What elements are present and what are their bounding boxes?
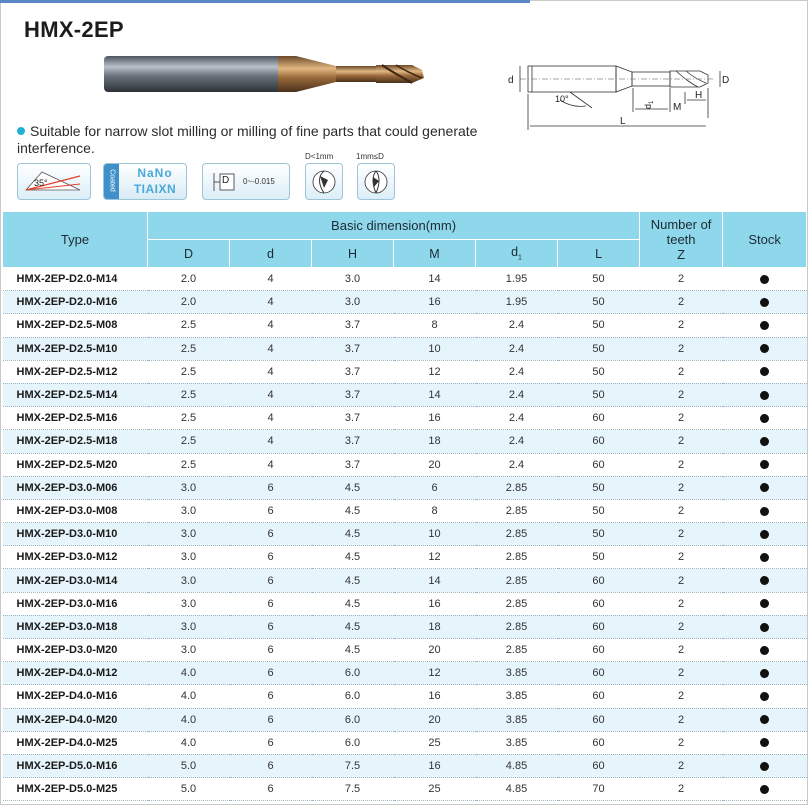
- cell-d: 6: [230, 639, 312, 662]
- small-diameter-caption: D<1mm: [305, 152, 334, 161]
- table-row: [3, 453, 807, 476]
- cell-teeth: 2: [640, 685, 723, 708]
- cell-H: 4.5: [312, 523, 394, 546]
- cell-d: 4: [230, 314, 312, 337]
- cell-stock: [723, 430, 807, 453]
- cell-teeth: 2: [640, 592, 723, 615]
- table-row: [3, 546, 807, 569]
- cell-D: 2.5: [148, 430, 230, 453]
- cell-H: 3.7: [312, 337, 394, 360]
- cell-d: 6: [230, 708, 312, 731]
- cell-type: HMX-2EP-D2.5-M10: [3, 337, 148, 360]
- in-stock-dot-icon: [760, 576, 769, 585]
- cell-teeth: 2: [640, 778, 723, 801]
- table-row: [3, 291, 807, 314]
- drawing-label-H: H: [695, 90, 703, 101]
- cell-stock: [723, 291, 807, 314]
- cell-M: 16: [394, 407, 476, 430]
- cell-H: 3.0: [312, 268, 394, 291]
- table-row: [3, 337, 807, 360]
- in-stock-dot-icon: [760, 483, 769, 492]
- cell-d: 4: [230, 430, 312, 453]
- cell-d1: 2.85: [476, 569, 558, 592]
- in-stock-dot-icon: [760, 414, 769, 423]
- cell-d1: 1.95: [476, 291, 558, 314]
- cell-teeth: 2: [640, 430, 723, 453]
- cell-L: 60: [558, 662, 640, 685]
- cell-teeth: 2: [640, 731, 723, 754]
- cell-L: 70: [558, 778, 640, 801]
- product-description: [17, 123, 502, 157]
- cell-teeth: 2: [640, 314, 723, 337]
- tolerance-value: 0~-0.015: [243, 177, 275, 186]
- cell-d: 6: [230, 754, 312, 777]
- in-stock-dot-icon: [760, 367, 769, 376]
- cell-d: 4: [230, 268, 312, 291]
- cell-stock: [723, 685, 807, 708]
- cell-H: 3.7: [312, 430, 394, 453]
- cell-L: 50: [558, 337, 640, 360]
- specification-table-body: [3, 268, 807, 801]
- large-diameter-endmill-icon: [357, 163, 395, 200]
- cell-L: 50: [558, 523, 640, 546]
- cell-stock: [723, 476, 807, 499]
- cell-H: 3.7: [312, 360, 394, 383]
- cell-d1: 2.4: [476, 453, 558, 476]
- cell-d1: 2.4: [476, 337, 558, 360]
- cell-d: 4: [230, 453, 312, 476]
- cell-type: HMX-2EP-D4.0-M20: [3, 708, 148, 731]
- cell-type: HMX-2EP-D2.5-M12: [3, 360, 148, 383]
- cell-d1: 2.4: [476, 360, 558, 383]
- cell-teeth: 2: [640, 523, 723, 546]
- table-row: [3, 360, 807, 383]
- cell-L: 60: [558, 453, 640, 476]
- cell-stock: [723, 268, 807, 291]
- cell-teeth: 2: [640, 291, 723, 314]
- cell-H: 6.0: [312, 708, 394, 731]
- cell-d: 4: [230, 291, 312, 314]
- header-H: H: [312, 240, 394, 268]
- table-row: [3, 754, 807, 777]
- cell-d1: 3.85: [476, 685, 558, 708]
- table-row: [3, 731, 807, 754]
- cell-D: 2.5: [148, 407, 230, 430]
- cell-teeth: 2: [640, 360, 723, 383]
- cell-H: 3.0: [312, 291, 394, 314]
- header-D: D: [148, 240, 230, 268]
- helix-angle-text: 35°: [34, 178, 48, 188]
- header-d: d: [230, 240, 312, 268]
- cell-D: 3.0: [148, 499, 230, 522]
- top-rule: [0, 0, 530, 3]
- drawing-label-d1: $d_1$: [643, 100, 655, 109]
- cell-type: HMX-2EP-D3.0-M06: [3, 476, 148, 499]
- end-mill-photo: [100, 52, 435, 96]
- cell-D: 2.5: [148, 453, 230, 476]
- cell-D: 2.5: [148, 360, 230, 383]
- cell-d1: 3.85: [476, 662, 558, 685]
- page-title: HMX-2EP: [24, 17, 124, 42]
- cell-M: 14: [394, 268, 476, 291]
- cell-D: 3.0: [148, 569, 230, 592]
- cell-D: 2.5: [148, 314, 230, 337]
- header-basic-dimension: Basic dimension(mm): [148, 212, 640, 240]
- table-row: [3, 778, 807, 801]
- cell-H: 4.5: [312, 569, 394, 592]
- table-row: [3, 430, 807, 453]
- cell-D: 3.0: [148, 546, 230, 569]
- cell-stock: [723, 731, 807, 754]
- cell-M: 16: [394, 592, 476, 615]
- cell-M: 6: [394, 476, 476, 499]
- cell-stock: [723, 383, 807, 406]
- cell-d: 6: [230, 476, 312, 499]
- cell-L: 60: [558, 592, 640, 615]
- cell-d1: 2.85: [476, 639, 558, 662]
- cell-M: 8: [394, 314, 476, 337]
- cell-M: 10: [394, 337, 476, 360]
- cell-d: 6: [230, 546, 312, 569]
- header-type: Type: [3, 212, 148, 268]
- coating-icon: [103, 163, 187, 200]
- cell-M: 20: [394, 453, 476, 476]
- cell-M: 20: [394, 708, 476, 731]
- in-stock-dot-icon: [760, 530, 769, 539]
- cell-D: 4.0: [148, 662, 230, 685]
- cell-type: HMX-2EP-D3.0-M18: [3, 615, 148, 638]
- in-stock-dot-icon: [760, 599, 769, 608]
- header-stock: Stock: [723, 212, 807, 268]
- cell-type: HMX-2EP-D3.0-M20: [3, 639, 148, 662]
- in-stock-dot-icon: [760, 437, 769, 446]
- in-stock-dot-icon: [760, 275, 769, 284]
- cell-d: 6: [230, 615, 312, 638]
- in-stock-dot-icon: [760, 391, 769, 400]
- cell-d: 6: [230, 499, 312, 522]
- table-row: [3, 407, 807, 430]
- drawing-label-D: D: [722, 75, 730, 86]
- cell-d1: 2.85: [476, 546, 558, 569]
- cell-L: 60: [558, 731, 640, 754]
- tolerance-icon: [202, 163, 290, 200]
- table-row: [3, 314, 807, 337]
- cell-L: 50: [558, 314, 640, 337]
- cell-M: 16: [394, 685, 476, 708]
- cell-L: 60: [558, 754, 640, 777]
- cell-d: 6: [230, 662, 312, 685]
- cell-d1: 2.85: [476, 615, 558, 638]
- table-row: [3, 569, 807, 592]
- table-row: [3, 685, 807, 708]
- cell-stock: [723, 754, 807, 777]
- cell-stock: [723, 523, 807, 546]
- cell-type: HMX-2EP-D2.5-M18: [3, 430, 148, 453]
- cell-teeth: 2: [640, 499, 723, 522]
- cell-d1: 2.85: [476, 523, 558, 546]
- large-diameter-caption: 1mm≤D: [356, 152, 384, 161]
- cell-d: 4: [230, 383, 312, 406]
- cell-D: 5.0: [148, 754, 230, 777]
- cell-type: HMX-2EP-D2.0-M16: [3, 291, 148, 314]
- cell-stock: [723, 639, 807, 662]
- cell-type: HMX-2EP-D2.5-M08: [3, 314, 148, 337]
- cell-D: 3.0: [148, 615, 230, 638]
- cell-type: HMX-2EP-D3.0-M12: [3, 546, 148, 569]
- cell-d1: 2.85: [476, 592, 558, 615]
- cell-D: 3.0: [148, 639, 230, 662]
- in-stock-dot-icon: [760, 623, 769, 632]
- cell-H: 3.7: [312, 383, 394, 406]
- cell-d1: 4.85: [476, 754, 558, 777]
- cell-stock: [723, 453, 807, 476]
- in-stock-dot-icon: [760, 321, 769, 330]
- cell-teeth: 2: [640, 407, 723, 430]
- cell-D: 5.0: [148, 778, 230, 801]
- cell-H: 4.5: [312, 476, 394, 499]
- cell-L: 60: [558, 615, 640, 638]
- cell-stock: [723, 546, 807, 569]
- table-row: [3, 383, 807, 406]
- header-number-of-teeth: Number of teeth Z: [640, 212, 723, 268]
- cell-M: 12: [394, 662, 476, 685]
- header-d1: $d_1$: [476, 240, 558, 268]
- table-row: [3, 662, 807, 685]
- cell-stock: [723, 708, 807, 731]
- cell-teeth: 2: [640, 453, 723, 476]
- cell-type: HMX-2EP-D3.0-M10: [3, 523, 148, 546]
- table-row: [3, 499, 807, 522]
- helix-angle-icon: [17, 163, 91, 200]
- in-stock-dot-icon: [760, 738, 769, 747]
- table-row: [3, 708, 807, 731]
- cell-L: 60: [558, 639, 640, 662]
- table-row: [3, 592, 807, 615]
- cell-teeth: 2: [640, 268, 723, 291]
- cell-L: 60: [558, 430, 640, 453]
- cell-stock: [723, 615, 807, 638]
- table-row: [3, 639, 807, 662]
- in-stock-dot-icon: [760, 298, 769, 307]
- cell-stock: [723, 360, 807, 383]
- cell-D: 3.0: [148, 476, 230, 499]
- cell-teeth: 2: [640, 615, 723, 638]
- cell-teeth: 2: [640, 546, 723, 569]
- cell-d1: 2.4: [476, 430, 558, 453]
- cell-d1: 2.85: [476, 476, 558, 499]
- table-row: [3, 523, 807, 546]
- in-stock-dot-icon: [760, 762, 769, 771]
- cell-M: 18: [394, 430, 476, 453]
- in-stock-dot-icon: [760, 460, 769, 469]
- cell-H: 4.5: [312, 639, 394, 662]
- cell-H: 4.5: [312, 592, 394, 615]
- in-stock-dot-icon: [760, 507, 769, 516]
- cell-L: 60: [558, 407, 640, 430]
- cell-d: 4: [230, 407, 312, 430]
- cell-type: HMX-2EP-D3.0-M16: [3, 592, 148, 615]
- in-stock-dot-icon: [760, 785, 769, 794]
- cell-M: 14: [394, 569, 476, 592]
- cell-type: HMX-2EP-D5.0-M25: [3, 778, 148, 801]
- cell-M: 8: [394, 499, 476, 522]
- cell-M: 25: [394, 731, 476, 754]
- cell-type: HMX-2EP-D5.0-M16: [3, 754, 148, 777]
- coating-bottom-label: TIAIXN: [133, 182, 177, 196]
- cell-L: 50: [558, 499, 640, 522]
- cell-stock: [723, 499, 807, 522]
- cell-L: 50: [558, 360, 640, 383]
- drawing-label-d: d: [508, 75, 514, 86]
- cell-D: 4.0: [148, 731, 230, 754]
- coating-top-label: NaNo: [137, 166, 173, 180]
- cell-H: 4.5: [312, 546, 394, 569]
- cell-d1: 2.4: [476, 407, 558, 430]
- in-stock-dot-icon: [760, 553, 769, 562]
- cell-L: 50: [558, 546, 640, 569]
- cell-d1: 1.95: [476, 268, 558, 291]
- table-row: [3, 476, 807, 499]
- cell-type: HMX-2EP-D2.5-M16: [3, 407, 148, 430]
- cell-M: 12: [394, 360, 476, 383]
- cell-L: 50: [558, 383, 640, 406]
- cell-teeth: 2: [640, 662, 723, 685]
- in-stock-dot-icon: [760, 344, 769, 353]
- cell-D: 4.0: [148, 708, 230, 731]
- cell-teeth: 2: [640, 754, 723, 777]
- cell-d1: 4.85: [476, 778, 558, 801]
- cell-H: 4.5: [312, 615, 394, 638]
- cell-D: 2.0: [148, 268, 230, 291]
- technical-drawing: [500, 48, 765, 133]
- cell-type: HMX-2EP-D2.0-M14: [3, 268, 148, 291]
- tolerance-d-letter: D: [222, 175, 230, 186]
- cell-type: HMX-2EP-D3.0-M14: [3, 569, 148, 592]
- cell-H: 7.5: [312, 778, 394, 801]
- in-stock-dot-icon: [760, 715, 769, 724]
- cell-type: HMX-2EP-D2.5-M20: [3, 453, 148, 476]
- cell-H: 7.5: [312, 754, 394, 777]
- cell-M: 20: [394, 639, 476, 662]
- cell-D: 4.0: [148, 685, 230, 708]
- cell-D: 2.0: [148, 291, 230, 314]
- cell-L: 60: [558, 685, 640, 708]
- cell-H: 6.0: [312, 662, 394, 685]
- cell-M: 14: [394, 383, 476, 406]
- cell-stock: [723, 662, 807, 685]
- cell-d: 4: [230, 337, 312, 360]
- drawing-label-L: L: [620, 116, 626, 127]
- cell-teeth: 2: [640, 476, 723, 499]
- cell-d: 4: [230, 360, 312, 383]
- cell-M: 16: [394, 754, 476, 777]
- drawing-label-angle: 10°: [555, 94, 569, 104]
- in-stock-dot-icon: [760, 692, 769, 701]
- in-stock-dot-icon: [760, 669, 769, 678]
- specification-table: [2, 211, 807, 801]
- cell-d: 6: [230, 685, 312, 708]
- small-diameter-endmill-icon: [305, 163, 343, 200]
- cell-stock: [723, 778, 807, 801]
- cell-stock: [723, 407, 807, 430]
- cell-M: 12: [394, 546, 476, 569]
- cell-L: 60: [558, 569, 640, 592]
- cell-stock: [723, 314, 807, 337]
- cell-H: 3.7: [312, 314, 394, 337]
- cell-d1: 2.85: [476, 499, 558, 522]
- drawing-label-M: M: [673, 102, 682, 113]
- cell-d: 6: [230, 731, 312, 754]
- cell-d: 6: [230, 523, 312, 546]
- cell-H: 6.0: [312, 731, 394, 754]
- cell-d: 6: [230, 778, 312, 801]
- in-stock-dot-icon: [760, 646, 769, 655]
- cell-D: 2.5: [148, 383, 230, 406]
- cell-teeth: 2: [640, 569, 723, 592]
- table-row: [3, 615, 807, 638]
- cell-d: 6: [230, 592, 312, 615]
- cell-L: 50: [558, 476, 640, 499]
- header-L: L: [558, 240, 640, 268]
- cell-stock: [723, 592, 807, 615]
- cell-M: 10: [394, 523, 476, 546]
- cell-d1: 2.4: [476, 314, 558, 337]
- cell-d1: 3.85: [476, 731, 558, 754]
- description-text: Suitable for narrow slot milling or milling of fine parts that could generate interference.: [17, 123, 478, 156]
- cell-type: HMX-2EP-D2.5-M14: [3, 383, 148, 406]
- table-row: [3, 268, 807, 291]
- cell-D: 3.0: [148, 592, 230, 615]
- cell-H: 3.7: [312, 407, 394, 430]
- cell-type: HMX-2EP-D4.0-M16: [3, 685, 148, 708]
- cell-H: 6.0: [312, 685, 394, 708]
- cell-teeth: 2: [640, 639, 723, 662]
- cell-d1: 2.4: [476, 383, 558, 406]
- cell-teeth: 2: [640, 337, 723, 360]
- cell-L: 50: [558, 291, 640, 314]
- cell-L: 50: [558, 268, 640, 291]
- header-M: M: [394, 240, 476, 268]
- cell-M: 25: [394, 778, 476, 801]
- cell-M: 16: [394, 291, 476, 314]
- cell-stock: [723, 569, 807, 592]
- cell-type: HMX-2EP-D3.0-M08: [3, 499, 148, 522]
- cell-M: 18: [394, 615, 476, 638]
- bullet-icon: [17, 127, 25, 135]
- cell-d: 6: [230, 569, 312, 592]
- cell-type: HMX-2EP-D4.0-M12: [3, 662, 148, 685]
- cell-H: 4.5: [312, 499, 394, 522]
- cell-D: 3.0: [148, 523, 230, 546]
- cell-D: 2.5: [148, 337, 230, 360]
- cell-teeth: 2: [640, 708, 723, 731]
- cell-type: HMX-2EP-D4.0-M25: [3, 731, 148, 754]
- cell-H: 3.7: [312, 453, 394, 476]
- cell-stock: [723, 337, 807, 360]
- cell-L: 60: [558, 708, 640, 731]
- coating-side-label: Coated: [108, 169, 116, 192]
- cell-d1: 3.85: [476, 708, 558, 731]
- cell-teeth: 2: [640, 383, 723, 406]
